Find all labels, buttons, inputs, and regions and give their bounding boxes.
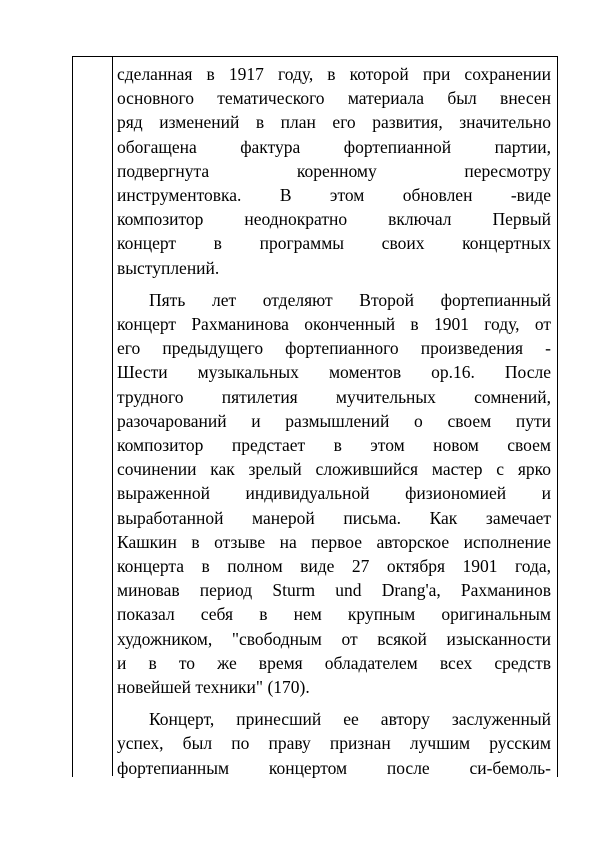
text-line: Концерт, принесший ее автору заслуженный: [149, 709, 551, 730]
paragraph: [117, 62, 551, 280]
text-line: его предыдущего фортепианного произведения -: [117, 338, 551, 359]
text-line: инструментовка. В этом обновлен -виде: [117, 185, 551, 206]
paragraph-gap: [117, 699, 551, 707]
text-line: ряд изменений в план его развития, значительно: [117, 112, 551, 133]
text-line: Шести музыкальных моментов ор.16. После: [117, 362, 551, 383]
paragraph-gap: [117, 280, 551, 288]
text-line: сделанная в 1917 году, в которой при сохранении: [117, 64, 551, 84]
text-line: сочинении как зрелый сложившийся мастер с ярко: [117, 459, 551, 480]
text-line: композитор предстает в этом новом своем: [117, 435, 551, 456]
text-line: выработанной манерой письма. Как замечает: [117, 507, 551, 528]
text-line: Кашкин в отзыве на первое авторское исполнение: [117, 531, 551, 552]
text-line: выраженной индивидуальной физиономией и: [117, 483, 551, 504]
text-line: новейшей техники" (170).: [117, 677, 310, 698]
text-line: концерт в программы своих концертных: [117, 233, 551, 254]
text-line: и в то же время обладателем всех средств: [117, 652, 551, 673]
text-line: художником, "свободным от всякой изысканности: [117, 628, 551, 649]
text-line: разочарований и размышлений о своем пути: [117, 410, 551, 431]
text-line: концерт Рахманинова оконченный в 1901 году, от: [117, 314, 551, 335]
text-line: концерта в полном виде 27 октября 1901 года,: [117, 556, 551, 577]
text-line: Пять лет отделяют Второй фортепианный: [149, 289, 551, 310]
text-line: миновав период Sturm und Drang'a, Рахманинов: [117, 580, 551, 601]
text-line: композитор неоднократно включал Первый: [117, 209, 551, 230]
column-divider: [112, 56, 113, 776]
text-line: подвергнута коренному пересмотру: [117, 160, 551, 181]
text-line: обогащена фактура фортепианной партии,: [117, 136, 551, 157]
text-line: фортепианным концертом после си-бемоль-: [117, 757, 551, 778]
text-line: выступлений.: [117, 257, 220, 278]
text-line: трудного пятилетия мучительных сомнений,: [117, 386, 551, 407]
text-line: успех, был по праву признан лучшим русским: [117, 733, 551, 754]
text-line: основного тематического материала был внесен: [117, 88, 551, 109]
document-text: [117, 62, 551, 780]
text-line: показал себя в нем крупным оригинальным: [117, 604, 551, 625]
paragraph: [117, 288, 551, 699]
paragraph: [117, 707, 551, 780]
